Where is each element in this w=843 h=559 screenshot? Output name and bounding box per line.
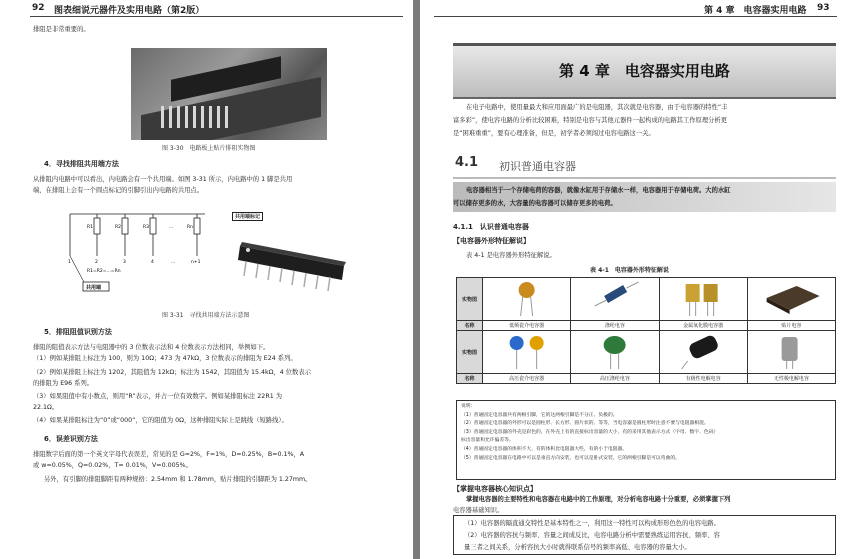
right-page bbox=[420, 0, 843, 559]
schem-pin-dots: ... bbox=[171, 260, 176, 265]
core-line-1: 掌握电容器的主要特性和电容器在电路中的工作原理，对分析电容电路十分重要，必须掌握下列 bbox=[466, 496, 731, 503]
left-page bbox=[0, 0, 413, 559]
note-2: （2）普通固定电容器的外形可以是圆柱形、长方形、圆片状的、等等，当电容器是圆柱形时注意不要与电阻器相混。 bbox=[461, 421, 709, 427]
sec4-line-1: 从排阻内电路中可以看出，内电路会有一个共用端。如图 3-31 所示，内电路中的 1 脚是共用 bbox=[33, 176, 293, 183]
row-head-name-1: 名称 bbox=[457, 321, 483, 331]
photo-nonpolar-electrolytic bbox=[747, 331, 835, 374]
photo-hv-polyester bbox=[571, 331, 659, 374]
core-line-2: 电容器基础知识。 bbox=[453, 507, 504, 514]
name-polyester: 涤纶电容 bbox=[571, 321, 659, 331]
core-knowledge-label: 【掌握电容器核心知识点】 bbox=[453, 485, 537, 493]
name-hv-ceramic: 高压瓷介电容器 bbox=[483, 374, 571, 384]
key-point-2b: 量三者之间关系，分析容抗大小时就得联系信号的频率高低、电容器的容量大小。 bbox=[464, 544, 691, 551]
chapter-title: 第 4 章 电容器实用电路 bbox=[559, 62, 730, 80]
lead-line-1: 电容器相当于一个存储电荷的容器，就像水缸用于存储水一样，电容器用于存储电荷。大的水缸 bbox=[466, 187, 731, 194]
left-page-number: 92 bbox=[32, 3, 45, 13]
intro-text: 排阻是非常重要的。 bbox=[33, 26, 90, 33]
sec6-line-1: 排阻数字后面的第一个英文字母代表误差，常见的是 G=2%，F=1%，D=0.25%，B=0.1%，A bbox=[33, 451, 305, 458]
fig31-caption: 图 3-31 寻找共用端方法示意图 bbox=[162, 312, 250, 319]
key-point-2: （2）电容器的容抗与频率、容量之间成反比，电容电路分析中需要熟练运用容抗、频率、容 bbox=[464, 532, 720, 539]
table-reference: 表 4-1 是电容器外形特征解说。 bbox=[466, 252, 556, 259]
name-nonpolar-electrolytic: 无性极电解电容 bbox=[747, 374, 835, 384]
section-4-1-title: 初识普通电容器 bbox=[499, 160, 576, 173]
schem-common-tag: 共用端 bbox=[86, 285, 102, 291]
note-3: （3）普通固定电容器的外壳是彩色的，在外壳上有的直接标出容量的大小，有的采用其他表示方式（字母、数字、色码） bbox=[461, 429, 719, 435]
photo-polarized-electrolytic bbox=[659, 331, 747, 374]
table-notes bbox=[456, 400, 836, 480]
sec6-line-3: 另外，有引脚的排阻脚距有两种规格：2.54mm 和 1.78mm，贴片排阻的引脚距为 1.27mm。 bbox=[44, 476, 312, 483]
sec6-line-2: 或 w=0.05%，Q=0.02%，T= 0.01%，V=0.005%。 bbox=[33, 462, 192, 469]
schem-rn: Rn bbox=[187, 225, 193, 230]
notes-title: 说明： bbox=[461, 404, 476, 409]
note-5: （5）普通固定电容器在电路中可以是垂直方向安装，也可以是卧式安装，它的两根引脚是可以弯曲的。 bbox=[461, 455, 680, 461]
sec4-title: 4．寻找排阻共用端方法 bbox=[44, 160, 119, 168]
schem-pin-n1: n+1 bbox=[191, 260, 201, 265]
sec5-line-7: （4）如果某排阻标注为“0”或“000”，它的阻值为 0Ω，这种排阻实际上是跳线（短路线）。 bbox=[33, 417, 288, 424]
sec5-title: 5．排阻阻值识别方法 bbox=[44, 328, 112, 336]
right-page-number: 93 bbox=[817, 3, 830, 13]
note-1: （1）普通固定电容器共有两根引脚，它的这两根引脚是不分正、负极的。 bbox=[461, 412, 618, 418]
photo-low-freq-ceramic bbox=[483, 278, 571, 321]
common-end-mark-tag: 共用端标记 bbox=[232, 212, 263, 221]
left-header-rule bbox=[30, 16, 403, 17]
photo-polyester bbox=[571, 278, 659, 321]
name-hv-polyester: 高压涤纶电容 bbox=[571, 374, 659, 384]
sec5-line-4: 的排阻为 E96 系列。 bbox=[33, 380, 94, 387]
chapter-banner bbox=[453, 43, 836, 99]
row-head-name-2: 名称 bbox=[457, 374, 483, 384]
capacitor-shape-table bbox=[456, 277, 836, 384]
schem-pin-2: 2 bbox=[95, 260, 98, 265]
schem-r3: R3 bbox=[143, 225, 149, 230]
section-4-1-number: 4.1 bbox=[455, 155, 479, 170]
row-head-photo-2: 实物图 bbox=[457, 331, 483, 374]
schem-r1: R1 bbox=[87, 225, 93, 230]
intro-line-2: 富多彩”，使电容电路的分析比较困难，特别是电容与其他元器件一起构成的电路其工作原理分析更 bbox=[453, 117, 728, 124]
sec5-line-3: （2）例如某排阻上标注为 1202，其阻值为 12kΩ；标注为 1542，其阻值为 15.4kΩ，4 位数表示 bbox=[33, 369, 311, 376]
schem-pin-1: 1 bbox=[68, 260, 71, 265]
note-4: （4）普通固定电容器的体积不大，有的体积比电阻器大些，有的小于电阻器。 bbox=[461, 446, 628, 452]
sec6-title: 6．误差识别方法 bbox=[44, 435, 98, 443]
fig30-caption: 图 3-30 电路板上贴片排阻实物图 bbox=[162, 145, 256, 152]
sec5-line-5: （3）如果阻值中有小数点，则用“R”表示，并占一位有效数字。例如某排阻标注 22R1 为 bbox=[33, 393, 282, 400]
left-header-title: 图表细说元器件及实用电路（第2版） bbox=[54, 6, 205, 16]
intro-line-3: 是“困难重重”，要有心理准备，但是，初学者必须闯过电容电路这一关。 bbox=[453, 130, 655, 137]
right-header-rule bbox=[434, 16, 837, 17]
schem-pin-3: 3 bbox=[123, 260, 126, 265]
photo-hv-ceramic bbox=[483, 331, 571, 374]
row-head-photo-1: 实物图 bbox=[457, 278, 483, 321]
schem-dots: ... bbox=[169, 225, 174, 230]
sec5-line-6: 22.1Ω。 bbox=[33, 404, 59, 411]
pcb-resistor-network-photo bbox=[131, 48, 327, 140]
table-title: 表 4-1 电容器外形特征解说 bbox=[590, 267, 669, 274]
schem-formula: R1=R2=...=Rn bbox=[87, 269, 121, 274]
sip-resistor-network-photo bbox=[232, 228, 352, 298]
name-polarized-electrolytic: 有极性电解电容 bbox=[659, 374, 747, 384]
photo-smd-capacitor bbox=[747, 278, 835, 321]
note-3b: 标出容量和允许偏差等。 bbox=[461, 438, 514, 444]
name-low-freq-ceramic: 低频瓷介电容器 bbox=[483, 321, 571, 331]
lead-line-2: 可以储存更多的水，大容量的电容器可以储存更多的电荷。 bbox=[453, 200, 617, 207]
name-metal-oxide-film: 金属氧化膜电容器 bbox=[659, 321, 747, 331]
key-points-box bbox=[453, 515, 836, 555]
name-smd-capacitor: 贴片电容 bbox=[747, 321, 835, 331]
schem-r2: R2 bbox=[115, 225, 121, 230]
section-4-1-heading bbox=[453, 155, 836, 179]
shape-features-label: 【电容器外形特征解说】 bbox=[453, 237, 530, 245]
key-point-1: （1）电容器的隔直通交特性是基本特性之一，利用这一特性可以构成形形色色的电容电路。 bbox=[464, 520, 720, 527]
subsection-4-1-1: 4.1.1 认识普通电容器 bbox=[453, 223, 529, 231]
photo-metal-oxide-film bbox=[659, 278, 747, 321]
schem-pin-4: 4 bbox=[151, 260, 154, 265]
right-header-title: 第 4 章 电容器实用电路 bbox=[704, 6, 807, 16]
intro-line-1: 在电子电路中，使用量最大和应用面最广的是电阻器，其次就是电容器，由于电容器的特性“丰 bbox=[466, 104, 728, 111]
sec5-line-1: 排阻的阻值表示方法与电阻器中的 3 位数表示法和 4 位数表示方法相同，举例如下。 bbox=[33, 344, 270, 351]
sec4-line-2: 端，在排阻上会有一个圆点标记的引脚引出内电路的共用点。 bbox=[33, 187, 204, 194]
resistor-network-schematic bbox=[65, 210, 215, 300]
sec5-line-2: （1）例如某排阻上标注为 100，则为 10Ω；473 为 47kΩ，3 位数表示的排阻为 E24 系列。 bbox=[33, 355, 297, 362]
